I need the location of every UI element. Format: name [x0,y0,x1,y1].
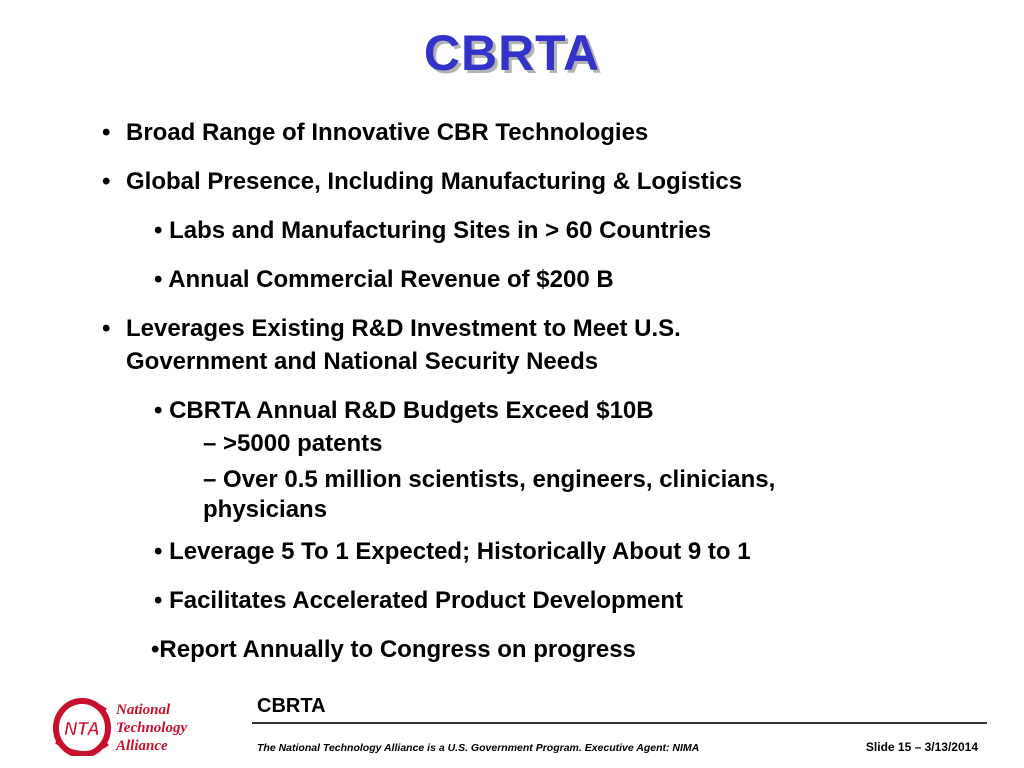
dash-item [96,465,976,525]
logo-line1: National [116,702,171,718]
sub-bullet-item [96,214,976,247]
slide-footer [0,690,1024,768]
bullet-text-line: Government and National Security Needs [126,348,599,375]
sub-bullet-text: Labs and Manufacturing Sites in > 60 Countries [169,217,712,244]
footer-org: CBRTA [257,695,326,717]
sub-bullet-item [96,633,976,666]
dash-marker: – [203,430,217,457]
logo-line3: Alliance [116,738,168,754]
logo-abbr: NTA [64,719,100,739]
sub-bullet-text: Report Annually to Congress on progress [159,636,636,663]
sub-bullet-item [96,263,976,296]
sub-bullet-marker: • [154,217,163,244]
sub-bullet-text: CBRTA Annual R&D Budgets Exceed $10B [169,397,654,424]
bullet-text: Global Presence, Including Manufacturing & Logistics [126,168,743,195]
sub-bullet-marker: • [151,636,160,663]
sub-bullet-text: Facilitates Accelerated Product Development [169,587,684,614]
sub-bullet-text: Leverage 5 To 1 Expected; Historically About 9 to 1 [169,538,751,565]
sub-bullet-marker: • [154,397,163,424]
sub-bullet-item [96,535,976,568]
sub-bullet-item [96,584,976,617]
bullet-text-line: Leverages Existing R&D Investment to Meet U.S. [126,315,681,342]
sub-bullet-marker: • [154,587,163,614]
bullet-marker: • [102,119,111,146]
bullet-item [96,116,976,149]
bullet-item [96,312,976,378]
dash-text-line: physicians [203,496,328,523]
sub-bullet-marker: • [154,266,163,293]
dash-text: >5000 patents [223,430,383,457]
bullet-marker: • [102,168,111,195]
slide-number: Slide 15 – 3/13/2014 [865,740,978,754]
footer-note: The National Technology Alliance is a U.S. Government Program. Executive Agent: NIMA [257,742,700,754]
logo-line2: Technology [116,720,188,736]
sub-bullet-marker: • [154,538,163,565]
bullet-text: Broad Range of Innovative CBR Technologies [126,119,649,146]
footer-divider [252,722,987,724]
bullet-item [96,165,976,198]
sub-bullet-item [96,394,976,427]
slide-title: CBRTA [423,25,601,81]
dash-marker: – [203,466,217,493]
sub-bullet-text: Annual Commercial Revenue of $200 B [168,266,614,293]
bullet-marker: • [102,315,111,342]
nta-logo [52,696,232,756]
dash-item [96,429,976,459]
slide-content [96,112,976,666]
dash-text: Over 0.5 million scientists, engineers, clinicians, [223,466,776,493]
